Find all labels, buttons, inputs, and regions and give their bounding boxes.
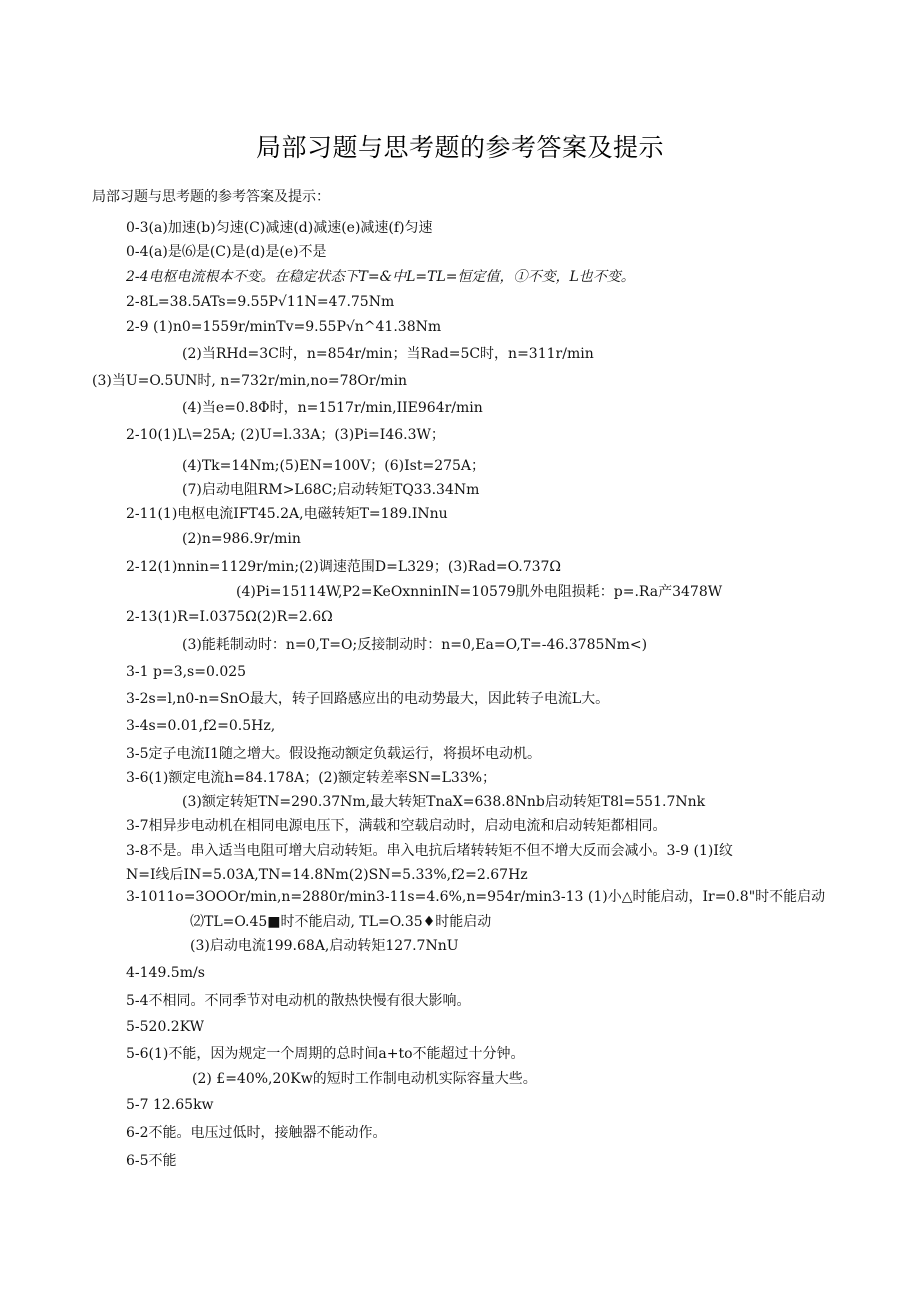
answer-line-2-12-4: (4)Pi=15114W,P2=KeOxnninIN=10579肌外电阻损耗：p=.Ra产3478W <box>236 584 723 600</box>
answer-line-2-10-4: (4)Tk=14Nm;(5)EN=100V；(6)Ist=275A； <box>182 458 486 474</box>
answer-line-5-6-2: (2) £=40%,20Kw的短时工作制电动机实际容量大些。 <box>192 1071 537 1087</box>
answer-line-2-9-3: (3)当U=O.5UN时, n=732r/min,no=78Or/min <box>92 373 408 389</box>
page-title: 局部习题与思考题的参考答案及提示 <box>255 133 664 162</box>
answer-line-2-4: 2-4电枢电流根本不变。在稳定状态下T=&中L=TL=恒定值，①不变，L也不变。 <box>126 269 635 285</box>
answer-line-2-9: 2-9 (1)n0=1559r/minTv=9.55P√n^41.38Nm <box>126 319 442 335</box>
answer-line-2-11: 2-11(1)电枢电流IFT45.2A,电磁转矩T=189.INnu <box>126 506 448 522</box>
answer-line-2-13: 2-13(1)R=I.0375Ω(2)R=2.6Ω <box>126 609 333 625</box>
answer-line-3-1: 3-1 p=3,s=0.025 <box>126 664 247 680</box>
answer-line-3-6: 3-6(1)额定电流h=84.178A；(2)额定转差率SN=L33%； <box>126 770 497 786</box>
answer-line-2-9-2: (2)当RHd=3C时，n=854r/min；当Rad=5C时，n=311r/min <box>182 346 594 362</box>
answer-line-2-8: 2-8L=38.5ATs=9.55P√11N=47.75Nm <box>126 294 395 310</box>
answer-line-2-12: 2-12(1)nnin=1129r/min;(2)调速范围D=L329；(3)Rad=O.737Ω <box>126 559 562 575</box>
answer-line-3-6-3: (3)额定转矩TN=290.37Nm,最大转矩TnaX=638.8Nnb启动转矩T8l=551.7Nnk <box>182 794 706 810</box>
answer-line-3-13-3: (3)启动电流199.68A,启动转矩127.7NnU <box>190 938 459 954</box>
answer-line-5-5: 5-520.2KW <box>126 1019 205 1035</box>
answer-line-3-13-2: ⑵TL=O.45■时不能启动, TL=O.35♦时能启动 <box>190 914 492 930</box>
answer-line-6-2: 6-2不能。电压过低时，接触器不能动作。 <box>126 1125 387 1141</box>
answer-line-6-5: 6-5不能 <box>126 1153 177 1169</box>
answer-line-5-4: 5-4不相同。不同季节对电动机的散热快慢有很大影响。 <box>126 993 471 1009</box>
answer-line-2-9-4: (4)当e=0.8Φ时，n=1517r/min,IIE964r/min <box>182 400 483 416</box>
answer-line-3-8: 3-8不是。串入适当电阻可增大启动转矩。串入电抗后堵转转矩不但不增大反而会减小。3-9 (1)I纹 <box>126 843 733 859</box>
answer-line-3-10: 3-1011o=3OOOr/min,n=2880r/min3-11s=4.6%,n=954r/min3-13 (1)小△时能启动，Ir=0.8"时不能启动 <box>126 889 826 905</box>
answer-line-3-9-cont: N=I线后IN=5.03A,TN=14.8Nm(2)SN=5.33%,f2=2.67Hz <box>126 867 528 883</box>
answer-line-3-7: 3-7相异步电动机在相同电源电压下，满载和空载启动时，启动电流和启动转矩都相同。 <box>126 818 667 834</box>
answer-line-2-10: 2-10(1)L\=25A; (2)U=l.33A；(3)Pi=I46.3W； <box>126 427 445 443</box>
answer-line-3-2: 3-2s=l,n0-n=SnO最大，转子回路感应出的电动势最大，因此转子电流L大。 <box>126 691 610 707</box>
answer-line-4-1: 4-149.5m/s <box>126 965 205 981</box>
answer-line-2-10-7: (7)启动电阻RM>L68C;启动转矩TQ33.34Nm <box>182 482 480 498</box>
answer-line-0-4: 0-4(a)是⑹是(C)是(d)是(e)不是 <box>126 244 327 260</box>
answer-line-0-3: 0-3(a)加速(b)匀速(C)减速(d)减速(e)减速(f)匀速 <box>126 220 433 236</box>
answer-line-2-11-2: (2)n=986.9r/min <box>182 531 301 547</box>
intro-line: 局部习题与思考题的参考答案及提示： <box>92 189 330 205</box>
answer-line-3-5: 3-5定子电流I1随之增大。假设拖动额定负载运行，将损坏电动机。 <box>126 746 541 762</box>
answer-line-5-6: 5-6(1)不能，因为规定一个周期的总时间a+to不能超过十分钟。 <box>126 1046 525 1062</box>
answer-line-3-4: 3-4s=0.01,f2=0.5Hz, <box>126 718 276 734</box>
answer-line-2-13-3: (3)能耗制动时：n=0,T=O;反接制动时：n=0,Ea=O,T=-46.3785Nm<) <box>182 637 648 653</box>
answer-line-5-7: 5-7 12.65kw <box>126 1097 214 1113</box>
